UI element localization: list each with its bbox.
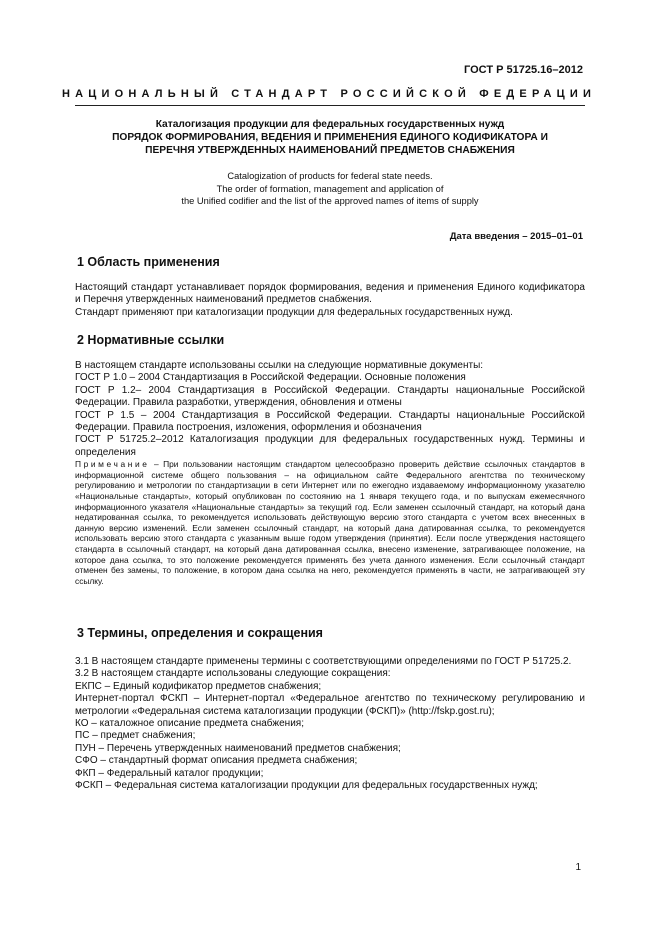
s3-paragraph-5: КО – каталожное описание предмета снабжения; — [75, 718, 304, 730]
title-line-2: ПОРЯДОК ФОРМИРОВАНИЯ, ВЕДЕНИЯ И ПРИМЕНЕНИЯ ЕДИНОГО КОДИФИКАТОРА И — [112, 132, 548, 143]
section-3-body — [75, 656, 585, 792]
s3-paragraph-7: ПУН – Перечень утвержденных наименований предметов снабжения; — [75, 742, 401, 754]
title-line-1: Каталогизация продукции для федеральных государственных нужд — [155, 119, 505, 130]
national-standard-banner: НАЦИОНАЛЬНЫЙ СТАНДАРТ РОССИЙСКОЙ ФЕДЕРАЦИИ — [62, 88, 597, 100]
s2-paragraph-4: ГОСТ Р 1.5 – 2004 Стандартизация в Российской Федерации. Стандарты национальные Российской Федерации. Правила построения, изложения, оформления и обозначения — [75, 409, 585, 434]
s3-paragraph-10: ФСКП – Федеральная система каталогизации продукции для федеральных государственных нужд; — [75, 780, 538, 792]
section-2-body — [75, 360, 585, 586]
s3-paragraph-1: 3.1 В настоящем стандарте применены термины с соответствующими определениями по ГОСТ Р 51725.2. — [75, 656, 572, 667]
standard-code: ГОСТ Р 51725.16–2012 — [464, 64, 583, 76]
english-title-line-2: The order of formation, management and application of — [216, 183, 444, 194]
english-title-line-3: the Unified codifier and the list of the approved names of items of supply — [181, 196, 479, 206]
s3-paragraph-3: ЕКПС – Единый кодификатор предметов снабжения; — [75, 680, 322, 692]
s3-paragraph-9: ФКП – Федеральный каталог продукции; — [75, 767, 264, 779]
s2-paragraph-3: ГОСТ Р 1.2– 2004 Стандартизация в Российской Федерации. Стандарты национальные Российской Федерации. Правила разработки, утверждения, обновления и отмены — [75, 384, 585, 409]
s2-paragraph-2: ГОСТ Р 1.0 – 2004 Стандартизация в Российской Федерации. Основные положения — [75, 372, 466, 384]
header-rule — [75, 105, 585, 106]
section-1-body — [75, 282, 585, 319]
s3-paragraph-6: ПС – предмет снабжения; — [75, 730, 196, 742]
introduction-date: Дата введения – 2015–01–01 — [449, 231, 583, 242]
title-line-3: ПЕРЕЧНЯ УТВЕРЖДЕННЫХ НАИМЕНОВАНИЙ ПРЕДМЕТОВ СНАБЖЕНИЯ — [145, 145, 515, 156]
section-2-heading: 2 Нормативные ссылки — [77, 333, 225, 347]
s2-paragraph-1: В настоящем стандарте использованы ссылки на следующие нормативные документы: — [75, 360, 484, 371]
note-label: Примечание — [75, 459, 150, 470]
s2-note — [75, 459, 585, 586]
s1-paragraph-1: Настоящий стандарт устанавливает порядок формирования, ведения и применения Единого кодификатора и Перечня утвержденных наименований предметов снабжения. — [75, 282, 585, 306]
s1-paragraph-2: Стандарт применяют при каталогизации продукции для федеральных государственных нужд. — [75, 306, 513, 318]
english-title-line-1: Catalogization of products for federal state needs. — [227, 171, 433, 181]
s2-paragraph-5: ГОСТ Р 51725.2–2012 Каталогизация продукции для федеральных государственных нужд. Термины и определения — [75, 434, 585, 458]
section-3-heading: 3 Термины, определения и сокращения — [77, 626, 323, 640]
s3-paragraph-4: Интернет-портал ФСКП – Интернет-портал «Федеральное агентство по техническому регулированию и метрологии «Федеральная система каталогизации продукции (ФСКП)» (http://fskp.gost.ru); — [75, 693, 585, 717]
title-block — [75, 118, 585, 157]
note-text: – При пользовании настоящим стандартом целесообразно проверить действие ссылочных стандартов в информационной системе общего пользования – на официальном сайте Федерального агентства по техническому регулированию и метрологии по стандартизации в сети Интернет или по ежегодно издаваемому информационному указателю «Национальные стандарты», который опубликован по состоянию на 1 января текущего года, и по выпускам ежемесячного информационного указателя «Национальные стандарты» за текущий год. Если заменен ссылочный стандарт, на который дана недатированная ссылка, то рекомендуется использовать действующую версию этого стандарта с учетом всех внесенных в данную версию изменений. Если заменен ссылочный стандарт, на который дана датированная ссылка, то рекомендуется использовать версию этого стандарта с указанным выше годом утверждения (принятия). Если после утверждения настоящего стандарта в ссылочный стандарт, на который дана датированная ссылка, внесено изменение, затрагивающее положение, на которое дана ссылка, то это положение рекомендуется применять без учета данного изменения. Если ссылочный стандарт отменен без замены, то положение, в котором дана ссылка на него, рекомендуется применять в части, не затрагивающей эту ссылку. — [75, 459, 585, 586]
page-number: 1 — [575, 862, 581, 873]
s3-paragraph-2: 3.2 В настоящем стандарте использованы следующие сокращения: — [75, 668, 391, 680]
english-title — [75, 170, 585, 208]
section-1-heading: 1 Область применения — [77, 255, 220, 269]
s3-paragraph-8: СФО – стандартный формат описания предмета снабжения; — [75, 755, 358, 767]
